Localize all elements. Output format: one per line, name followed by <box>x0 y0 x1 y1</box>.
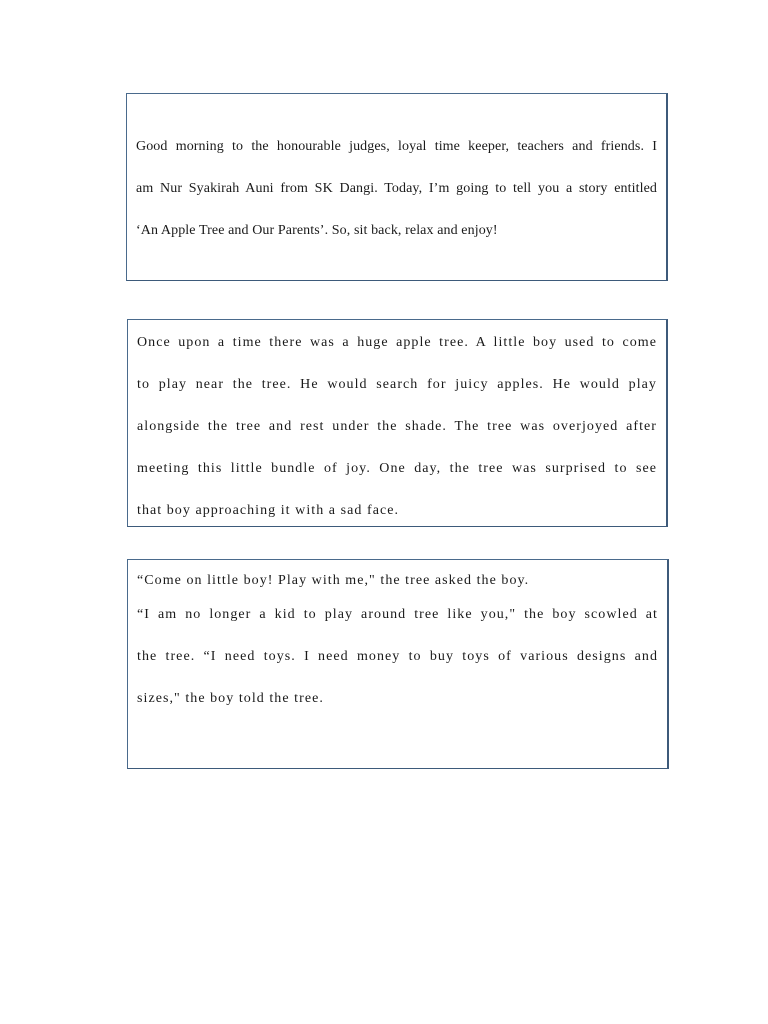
story-textbox <box>127 319 668 527</box>
intro-line: ‘An Apple Tree and Our Parents’. So, sit back, relax and enjoy! <box>136 223 498 238</box>
intro-line: am Nur Syakirah Auni from SK Dangi. Today, I’m going to tell you a story entitled <box>136 181 657 196</box>
intro-line: Good morning to the honourable judges, loyal time keeper, teachers and friends. I <box>136 139 657 154</box>
story-line: alongside the tree and rest under the shade. The tree was overjoyed after <box>137 419 657 434</box>
dialogue-line: sizes," the boy told the tree. <box>137 691 324 706</box>
intro-paragraph <box>136 126 657 252</box>
dialogue-line: the tree. “I need toys. I need money to buy toys of various designs and <box>137 649 658 664</box>
dialogue-textbox <box>127 559 669 769</box>
story-line: that boy approaching it with a sad face. <box>137 503 400 518</box>
story-line: meeting this little bundle of joy. One day, the tree was surprised to see <box>137 461 657 476</box>
story-line: Once upon a time there was a huge apple tree. A little boy used to come <box>137 335 657 350</box>
dialogue-line: “I am no longer a kid to play around tree like you," the boy scowled at <box>137 607 658 622</box>
dialogue-line: “Come on little boy! Play with me," the tree asked the boy. <box>137 573 530 588</box>
dialogue-paragraph <box>137 594 658 720</box>
story-line: to play near the tree. He would search for juicy apples. He would play <box>137 377 657 392</box>
story-paragraph <box>137 322 657 532</box>
intro-textbox <box>126 93 668 281</box>
dialogue-first-line <box>137 568 658 594</box>
